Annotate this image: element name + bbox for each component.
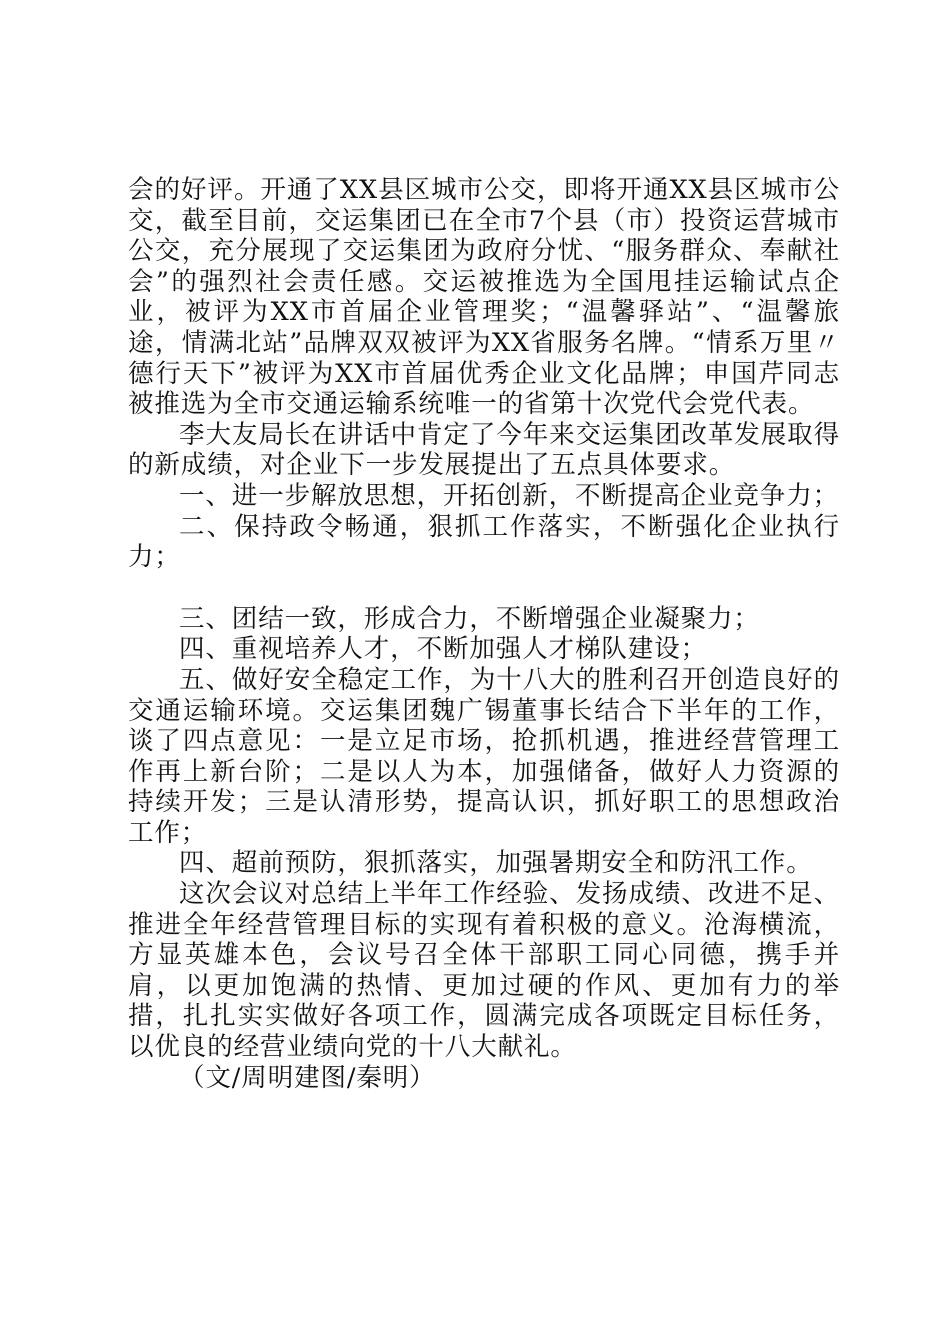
requirement-item-5: 五、做好安全稳定工作，为十八大的胜利召开创造良好的交通运输环境。交运集团魏广锡董事长结合下半年的工作，谈了四点意见：一是立足市场，抢抓机遇，推进经营管理工作再上新台阶；二是以人为本，加强储备，做好人力资源的持续开发；三是认清形势，提高认识，抓好职工的思想政治工作； xyxy=(128,664,840,848)
requirement-item-4: 四、重视培养人才，不断加强人才梯队建设； xyxy=(179,634,708,665)
requirement-item-1: 一、进一步解放思想，开拓创新，不断提高企业竞争力； xyxy=(179,480,840,511)
author-credit: （文/周明建图/秦明） xyxy=(179,1062,436,1093)
paragraph-continuation: 会的好评。开通了XX县区城市公交，即将开通XX县区城市公交，截至目前，交运集团已在全市7个县（市）投资运营城市公交，充分展现了交运集团为政府分忧、“服务群众、奉献社会”的强烈社会责任感。交运被推选为全国甩挂运输试点企业，被评为XX市首届企业管理奖；“温馨驿站”、“温馨旅途，情满北站”品牌双双被评为XX省服务名牌。“情系万里〃德行天下”被评为XX市首届优秀企业文化品牌；申国芹同志被推选为全市交通运输系统唯一的省第十次党代会党代表。 xyxy=(128,175,840,420)
blank-line xyxy=(128,573,840,604)
requirement-item-2: 二、保持政令畅通，狠抓工作落实，不断强化企业执行力； xyxy=(128,511,840,573)
paragraph-speech-intro: 李大友局长在讲话中肯定了今年来交运集团改革发展取得的新成绩，对企业下一步发展提出了五点具体要求。 xyxy=(128,419,840,481)
paragraph-conclusion: 这次会议对总结上半年工作经验、发扬成绩、改进不足、推进全年经营管理目标的实现有着积极的意义。沧海横流，方显英雄本色，会议号召全体干部职工同心同德，携手并肩，以更加饱满的热情、更加过硬的作风、更加有力的举措，扎扎实实做好各项工作，圆满完成各项既定目标任务，以优良的经营业绩向党的十八大献礼。 xyxy=(128,879,840,1063)
opinion-item-4: 四、超前预防，狠抓落实，加强暑期安全和防汛工作。 xyxy=(179,848,813,879)
article-body xyxy=(128,175,840,1093)
requirement-item-3: 三、团结一致，形成合力，不断增强企业凝聚力； xyxy=(179,603,760,634)
